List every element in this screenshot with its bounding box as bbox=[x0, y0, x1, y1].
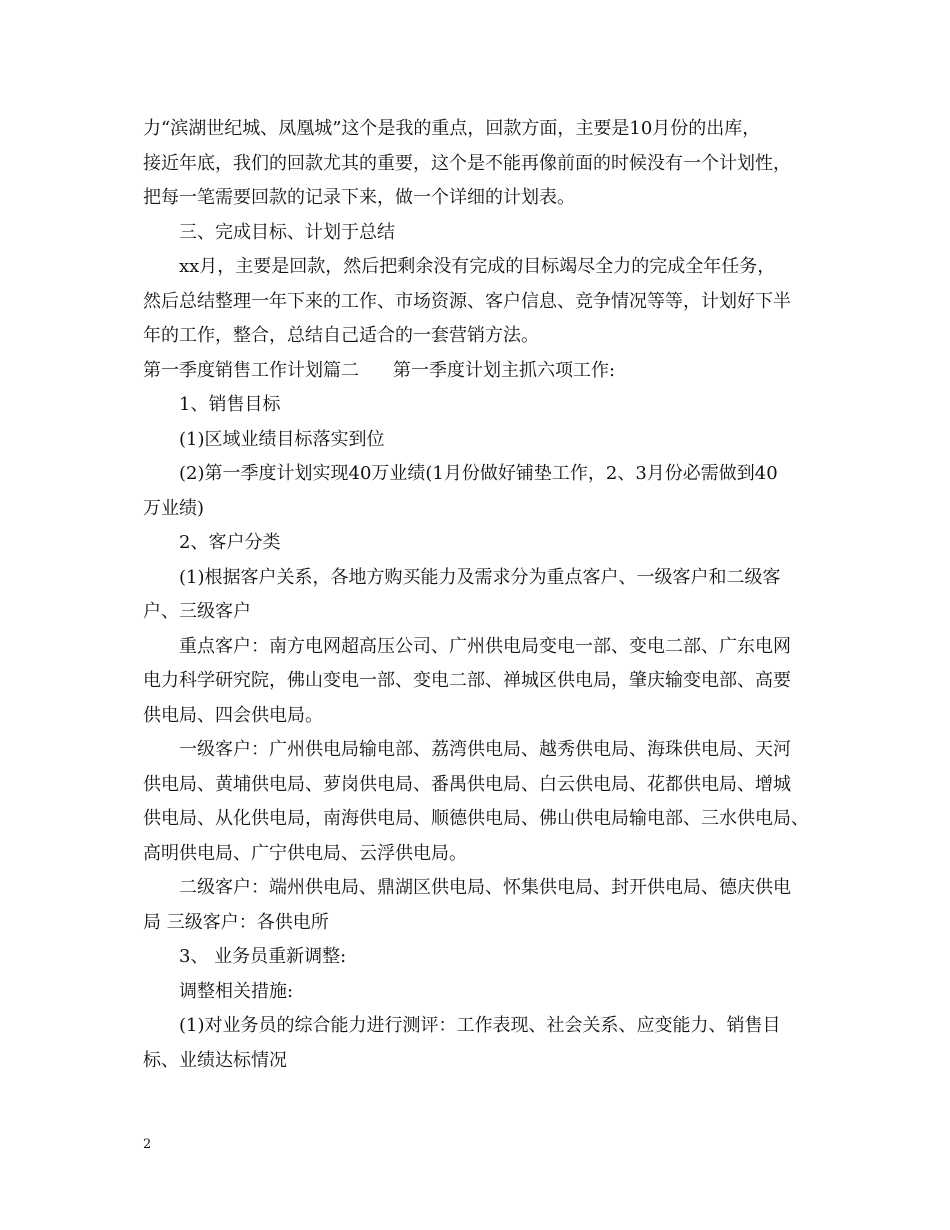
text-line bbox=[143, 285, 823, 320]
text-line bbox=[143, 733, 823, 768]
text-line bbox=[143, 802, 823, 837]
text-line-content: 接近年底，我们的回款尤其的重要，这个是不能再像前面的时候没有一个计划性， bbox=[143, 152, 791, 174]
text-line bbox=[143, 699, 823, 734]
text-line-content: (1)对业务员的综合能力进行测评：工作表现、社会关系、应变能力、销售目 bbox=[179, 1015, 781, 1036]
text-line bbox=[143, 526, 823, 561]
text-line bbox=[143, 1044, 823, 1079]
document-body bbox=[143, 112, 823, 1078]
text-line bbox=[143, 216, 823, 251]
text-line-content: 把每一笔需要回款的记录下来，做一个详细的计划表。 bbox=[143, 187, 575, 208]
page-number: 2 bbox=[143, 1137, 152, 1152]
text-line-secondary: 第一季度计划主抓六项工作: bbox=[393, 359, 616, 381]
text-line-content: 三、完成目标、计划于总结 bbox=[179, 221, 395, 243]
text-line-content: 2、客户分类 bbox=[179, 532, 281, 553]
text-line-content: xx月，主要是回款，然后把剩余没有完成的目标竭尽全力的完成全年任务， bbox=[179, 256, 776, 277]
text-line-content: 电力科学研究院，佛山变电一部、变电二部、禅城区供电局，肇庆输变电部、高要 bbox=[143, 670, 791, 691]
text-line-content: 供电局、黄埔供电局、萝岗供电局、番禺供电局、白云供电局、花都供电局、增城 bbox=[143, 773, 791, 795]
text-line bbox=[143, 112, 823, 147]
text-line bbox=[143, 457, 823, 492]
text-line bbox=[143, 940, 823, 975]
text-line bbox=[143, 423, 823, 458]
text-line-content: 供电局、四会供电局。 bbox=[143, 704, 323, 726]
text-line-content: 1、销售目标 bbox=[179, 394, 281, 415]
text-line bbox=[143, 837, 823, 872]
text-line-content: 3、 业务员重新调整: bbox=[179, 946, 347, 967]
text-line bbox=[143, 871, 823, 906]
text-line bbox=[143, 354, 823, 389]
text-line-content: 调整相关措施: bbox=[179, 980, 294, 1002]
text-line-content: 年的工作，整合，总结自己适合的一套营销方法。 bbox=[143, 325, 539, 346]
text-line bbox=[143, 492, 823, 527]
text-line bbox=[143, 630, 823, 665]
text-line bbox=[143, 181, 823, 216]
text-line bbox=[143, 147, 823, 182]
text-line bbox=[143, 906, 823, 941]
text-line-content: 然后总结整理一年下来的工作、市场资源、客户信息、竞争情况等等，计划好下半 bbox=[143, 290, 791, 312]
text-line-content: 供电局、从化供电局，南海供电局、顺德供电局、佛山供电局输电部、三水供电局、 bbox=[143, 808, 809, 829]
text-line-content: 高明供电局、广宁供电局、云浮供电局。 bbox=[143, 842, 467, 864]
text-line bbox=[143, 561, 823, 596]
text-line-content: (1)区域业绩目标落实到位 bbox=[179, 428, 385, 450]
text-line bbox=[143, 975, 823, 1010]
text-line-content: 一级客户：广州供电局输电部、荔湾供电局、越秀供电局、海珠供电局、天河 bbox=[179, 739, 791, 760]
text-line-content: 局 三级客户：各供电所 bbox=[143, 911, 329, 933]
text-line-content: 力“滨湖世纪城、凤凰城”这个是我的重点，回款方面，主要是10月份的出库， bbox=[143, 118, 761, 139]
text-line-content: 万业绩) bbox=[143, 497, 205, 519]
text-line-content: 户、三级客户 bbox=[143, 601, 251, 622]
text-line bbox=[143, 768, 823, 803]
text-line-content: (1)根据客户关系，各地方购买能力及需求分为重点客户、一级客户和二级客 bbox=[179, 566, 781, 588]
text-line-content: 标、业绩达标情况 bbox=[143, 1049, 287, 1071]
text-line bbox=[143, 595, 823, 630]
text-line bbox=[143, 250, 823, 285]
text-line-content: (2)第一季度计划实现40万业绩(1月份做好铺垫工作，2、3月份必需做到40 bbox=[179, 463, 778, 484]
text-line bbox=[143, 1009, 823, 1044]
text-line-content: 第一季度销售工作计划篇二 bbox=[143, 359, 359, 381]
text-line bbox=[143, 319, 823, 354]
text-line-content: 重点客户：南方电网超高压公司、广州供电局变电一部、变电二部、广东电网 bbox=[179, 635, 791, 657]
text-line bbox=[143, 388, 823, 423]
text-line bbox=[143, 664, 823, 699]
text-line-content: 二级客户：端州供电局、鼎湖区供电局、怀集供电局、封开供电局、德庆供电 bbox=[179, 877, 791, 898]
